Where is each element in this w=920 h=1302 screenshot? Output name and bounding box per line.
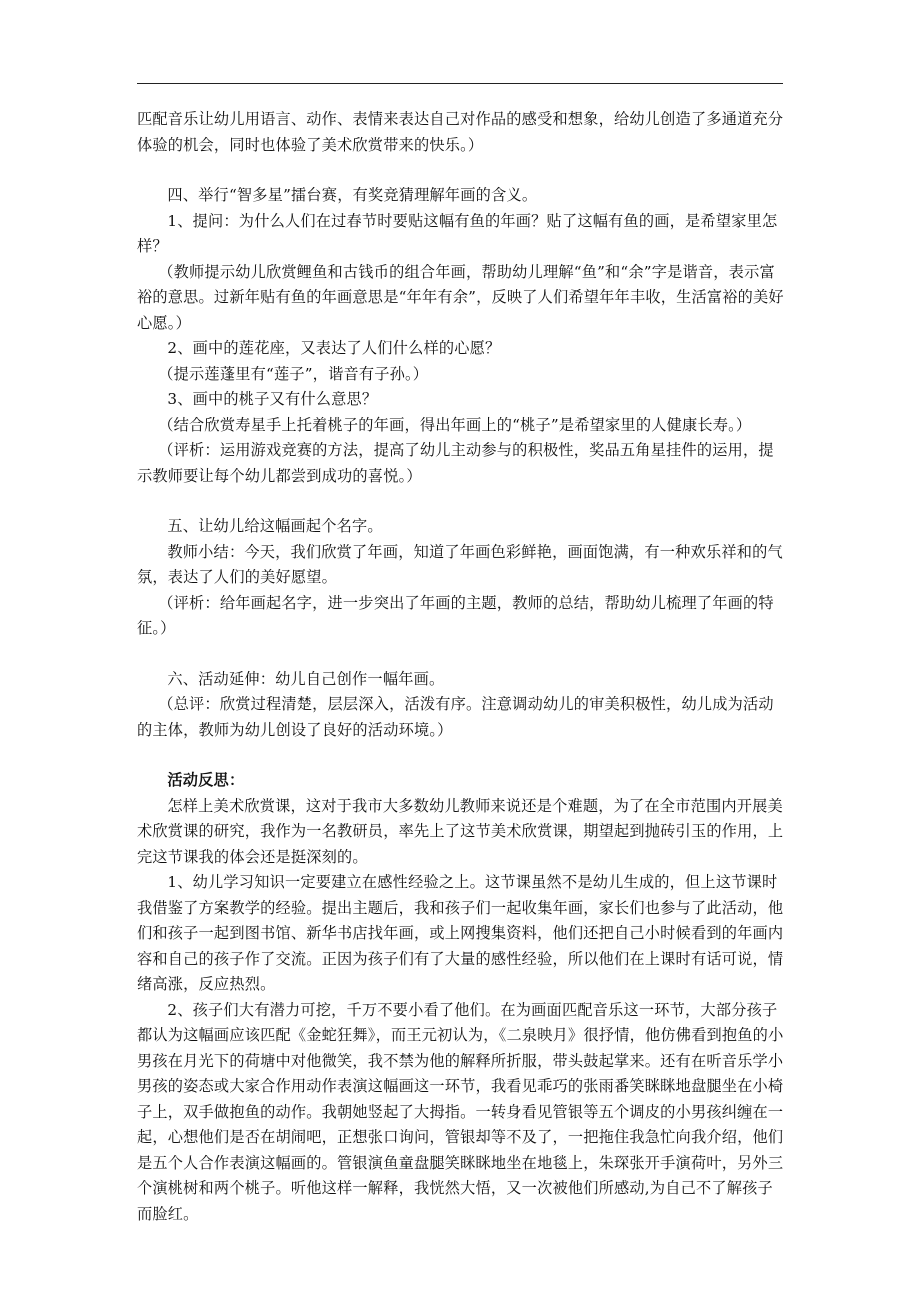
paragraph: 匹配音乐让幼儿用语言、动作、表情来表达自己对作品的感受和想象，给幼儿创造了多通道充分体验的机会，同时也体验了美术欣赏带来的快乐。） [137,110,784,154]
paragraph: （总评：欣赏过程清楚，层层深入，活泼有序。注意调动幼儿的审美积极性，幼儿成为活动的主体，教师为幼儿创设了良好的活动环境。） [137,695,774,739]
paragraph: 1、提问：为什么人们在过春节时要贴这幅有鱼的年画？贴了这幅有鱼的画，是希望家里怎样？ [137,211,778,255]
section-heading: 五、让幼儿给这幅画起个名字。 [167,517,383,535]
paragraph: 怎样上美术欣赏课，这对于我市大多数幼儿教师来说还是个难题，为了在全市范围内开展美术欣赏课的研究，我作为一名教研员，率先上了这节美术欣赏课，期望起到抛砖引玉的作用，上完这节课我的体会还是挺深刻的。 [137,796,784,866]
paragraph-gap [137,743,787,768]
paragraph: （评析：给年画起名字，进一步突出了年画的主题，教师的总结，帮助幼儿梳理了年画的特征。） [137,593,774,637]
header-rule [137,83,783,84]
paragraph: （结合欣赏寿星手上托着桃子的年画，得出年画上的“桃子”是希望家里的人健康长寿。） [158,415,752,434]
section-heading: 四、举行“智多星”擂台赛，有奖竞猜理解年画的含义。 [167,186,538,204]
section-heading: 六、活动延伸：幼儿自己创作一幅年画。 [167,669,445,688]
paragraph-gap [137,642,787,667]
paragraph: 1、幼儿学习知识一定要建立在感性经验之上。这节课虽然不是幼儿生成的，但上这节课时我借鉴了方案教学的经验。提出主题后，我和孩子们一起收集年画，家长们也参与了此活动，他们和孩子一起到图书馆、新华书店找年画，或上网搜集资料，他们还把自己小时候看到的年画内容和自己的孩子作了交流。正因为孩子们有了大量的感性经验，所以他们在上课时有话可说，情绪高涨，反应热烈。 [137,873,784,993]
paragraph: 2、画中的莲花座，又表达了人们什么样的心愿？ [167,339,501,357]
paragraph: 3、画中的桃子又有什么意思？ [167,390,378,408]
paragraph: （教师提示幼儿欣赏鲤鱼和古钱币的组合年画，帮助幼儿理解“鱼”和“余”字是谐音，表示富裕的意思。过新年贴有鱼的年画意思是“年年有余”，反映了人们希望年年丰收，生活富裕的美好心愿。） [137,262,784,332]
reflection-heading: 活动反思： [167,771,245,789]
paragraph: 教师小结：今天，我们欣赏了年画，知道了年画色彩鲜艳，画面饱满，有一种欢乐祥和的气氛，表达了人们的美好愿望。 [137,542,783,586]
document-body [137,107,787,1227]
paragraph: 2、孩子们大有潜力可挖，千万不要小看了他们。在为画面匹配音乐这一环节，大部分孩子都认为这幅画应该匹配《金蛇狂舞》，而王元初认为，《二泉映月》很抒情，他仿佛看到抱鱼的小男孩在月光下的荷塘中对他微笑，我不禁为他的解释所折服，带头鼓起掌来。还有在听音乐学小男孩的姿态或大家合作用动作表演这幅画这一环节，我看见乖巧的张雨番笑眯眯地盘腿坐在小椅子上，双手做抱鱼的动作。我朝她竖起了大拇指。一转身看见管银等五个调皮的小男孩纠缠在一起，心想他们是否在胡闹吧，正想张口询问，管银却等不及了，一把拖住我急忙向我介绍，他们是五个人合作表演这幅画的。管银演鱼童盘腿笑眯眯地坐在地毯上，朱琛张开手演荷叶，另外三个演桃树和两个桃子。听他这样一解释，我恍然大悟，又一次被他们所感动,为自己不了解孩子而脸红。 [137,1000,784,1223]
paragraph-gap [137,158,787,183]
paragraph: （提示莲蓬里有“莲子”，谐音有子孙。） [158,364,429,383]
paragraph: （评析：运用游戏竞赛的方法，提高了幼儿主动参与的积极性，奖品五角星挂件的运用，提示教师要让每个幼儿都尝到成功的喜悦。） [137,441,774,485]
paragraph-gap [137,489,787,514]
